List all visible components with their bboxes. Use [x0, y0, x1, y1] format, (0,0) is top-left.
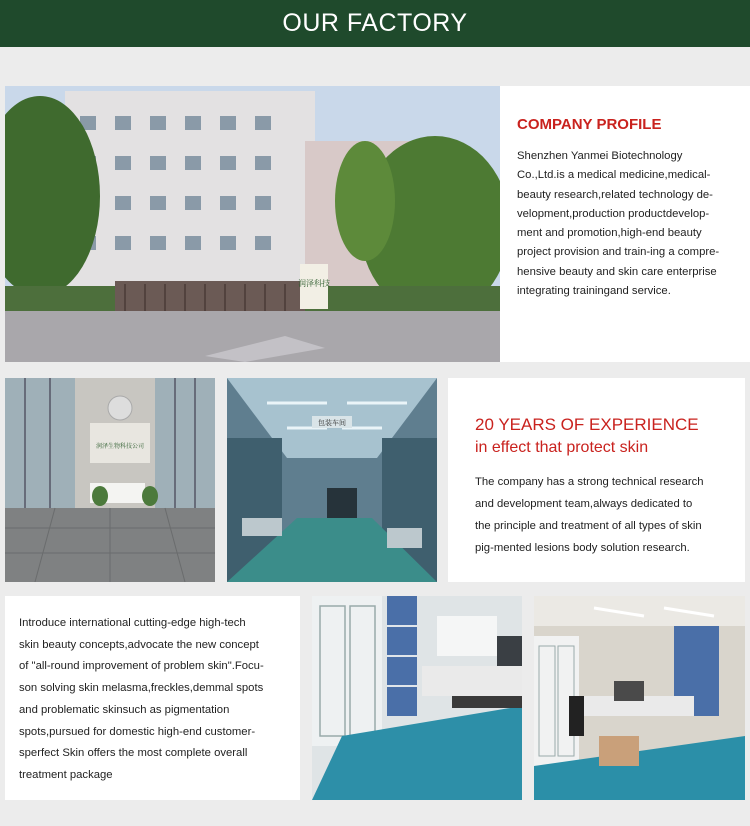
company-profile-panel	[500, 86, 750, 362]
intro-line: Introduce international cutting-edge high-tech	[19, 617, 246, 629]
profile-line: integrating trainingand service.	[517, 285, 671, 298]
experience-line: and development team,always dedicated to	[475, 498, 693, 510]
profile-line: hensive beauty and skin care enterprise	[517, 265, 717, 278]
intro-line: and problematic skinsuch as pigmentation	[19, 703, 230, 716]
intro-panel	[5, 596, 300, 800]
intro-line: treatment package	[19, 768, 113, 781]
profile-line: beauty research,related technology de-	[517, 188, 713, 201]
intro-line: son solving skin melasma,freckles,demmal spots	[19, 682, 264, 695]
experience-line: The company has a strong technical research	[475, 476, 704, 488]
banner-title: OUR FACTORY	[282, 9, 468, 37]
profile-line: project provision and train-ing a compre-	[517, 246, 720, 259]
intro-line: skin beauty concepts,advocate the new concept	[19, 638, 259, 651]
profile-line: Shenzhen Yanmei Biotechnology	[517, 150, 683, 162]
experience-line: pig-mented lesions body solution research.	[475, 542, 690, 554]
lobby-photo	[5, 378, 215, 582]
experience-line: the principle and treatment of all types of skin	[475, 520, 702, 532]
factory-building-photo	[5, 86, 500, 362]
building-sign: 润泽科技	[298, 279, 330, 288]
intro-line: sperfect Skin offers the most complete overall	[19, 747, 248, 760]
page-banner	[0, 0, 750, 47]
profile-line: ment and promotion,high-end beauty	[517, 227, 702, 240]
experience-subheading: in effect that protect skin	[475, 439, 649, 456]
lab-cabinets-photo	[312, 596, 522, 800]
profile-line: Co.,Ltd.is a medical medicine,medical-	[517, 169, 711, 182]
intro-text	[19, 613, 290, 787]
experience-panel	[448, 378, 745, 582]
workshop-corridor-photo	[227, 378, 437, 582]
intro-line: spots,pursued for domestic high-end customer-	[19, 725, 256, 738]
experience-heading: 20 YEARS OF EXPERIENCE	[475, 415, 699, 434]
company-profile-text	[517, 147, 736, 301]
profile-line: velopment,production productdevelop-	[517, 207, 710, 220]
company-profile-heading: COMPANY PROFILE	[517, 116, 662, 133]
workshop-sign: 包装车间	[318, 419, 346, 427]
experience-text	[475, 471, 725, 559]
lobby-sign: 润泽生物科技公司	[95, 443, 145, 450]
lab-benches-photo	[534, 596, 745, 800]
intro-line: of "all-round improvement of problem skin".Focu-	[19, 660, 264, 673]
